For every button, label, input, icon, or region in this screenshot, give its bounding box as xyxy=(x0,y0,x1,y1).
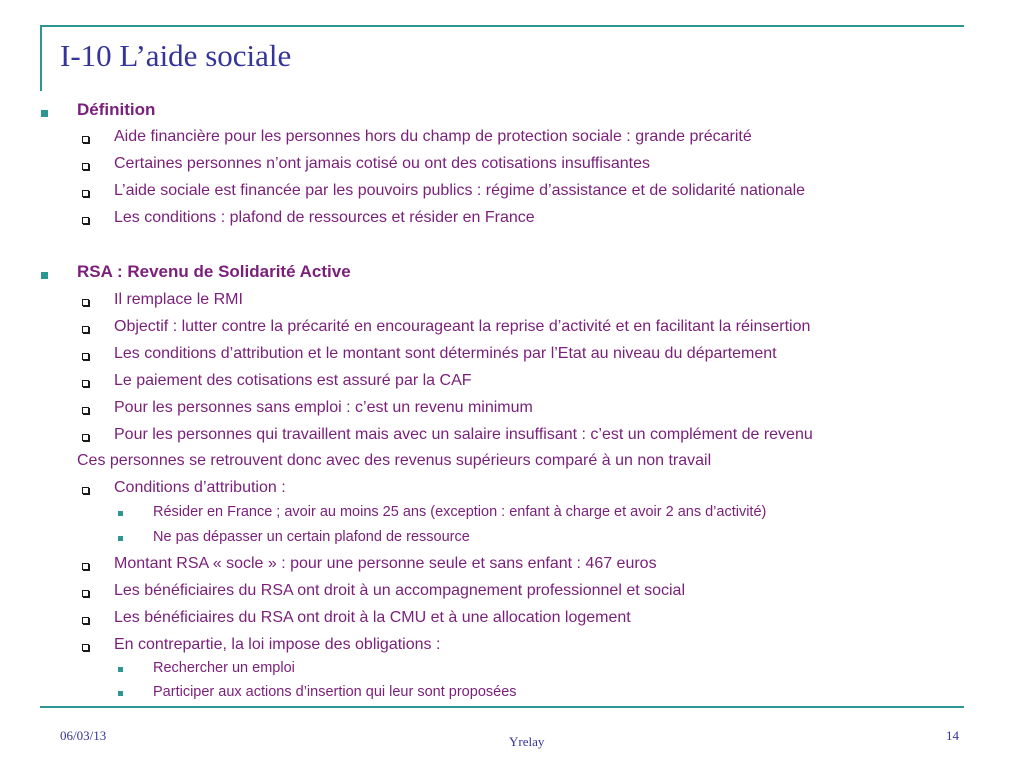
hollow-square-bullet-icon xyxy=(82,190,89,197)
hollow-square-bullet-icon xyxy=(82,644,89,651)
top-rule xyxy=(40,25,964,27)
hollow-square-bullet-icon xyxy=(82,407,89,414)
rsa-item: Objectif : lutter contre la précarité en encourageant la reprise d’activité et en facilitant la réinsertion xyxy=(114,318,811,335)
small-square-bullet-icon xyxy=(118,691,123,696)
rsa-item: Les conditions d’attribution et le montant sont déterminés par l’Etat au niveau du département xyxy=(114,345,777,362)
hollow-square-bullet-icon xyxy=(82,590,89,597)
hollow-square-bullet-icon xyxy=(82,617,89,624)
condition-subitem: Ne pas dépasser un certain plafond de ressource xyxy=(153,529,470,545)
footer-date: 06/03/13 xyxy=(60,728,107,743)
hollow-square-bullet-icon xyxy=(82,136,89,143)
bottom-rule xyxy=(40,706,964,708)
section-heading-rsa: RSA : Revenu de Solidarité Active xyxy=(77,262,351,281)
slide-title: I-10 L’aide sociale xyxy=(60,38,292,73)
condition-subitem: Résider en France ; avoir au moins 25 ans (exception : enfant à charge et avoir 2 ans d’activité) xyxy=(153,504,767,520)
hollow-square-bullet-icon xyxy=(82,434,89,441)
footer-author: Yrelay xyxy=(509,734,545,749)
rsa-item-after: Les bénéficiaires du RSA ont droit à la CMU et à une allocation logement xyxy=(114,609,631,626)
rsa-item: Le paiement des cotisations est assuré par la CAF xyxy=(114,372,472,389)
rsa-item: Il remplace le RMI xyxy=(114,291,243,308)
small-square-bullet-icon xyxy=(118,667,123,672)
square-bullet-icon xyxy=(41,110,48,117)
small-square-bullet-icon xyxy=(118,511,123,516)
hollow-square-bullet-icon xyxy=(82,563,89,570)
rsa-item-after: Les bénéficiaires du RSA ont droit à un accompagnement professionnel et social xyxy=(114,582,686,599)
obligations-label: En contrepartie, la loi impose des obligations : xyxy=(114,636,441,653)
section-heading-definition: Définition xyxy=(77,100,156,119)
hollow-square-bullet-icon xyxy=(82,380,89,387)
hollow-square-bullet-icon xyxy=(82,163,89,170)
rsa-item-after: Montant RSA « socle » : pour une personne seule et sans enfant : 467 euros xyxy=(114,555,657,572)
definition-item: Certaines personnes n’ont jamais cotisé ou ont des cotisations insuffisantes xyxy=(114,155,651,172)
footer-page-number: 14 xyxy=(946,728,959,743)
obligation-subitem: Participer aux actions d’insertion qui leur sont proposées xyxy=(153,684,517,700)
hollow-square-bullet-icon xyxy=(82,353,89,360)
rsa-item: Pour les personnes qui travaillent mais avec un salaire insuffisant : c’est un complément de revenu xyxy=(114,426,813,443)
hollow-square-bullet-icon xyxy=(82,326,89,333)
hollow-square-bullet-icon xyxy=(82,299,89,306)
left-rule xyxy=(40,25,42,91)
definition-item: Aide financière pour les personnes hors du champ de protection sociale : grande précarité xyxy=(114,128,752,145)
rsa-note: Ces personnes se retrouvent donc avec des revenus supérieurs comparé à un non travail xyxy=(77,452,712,469)
hollow-square-bullet-icon xyxy=(82,217,89,224)
rsa-item: Pour les personnes sans emploi : c’est un revenu minimum xyxy=(114,399,533,416)
definition-item: L’aide sociale est financée par les pouvoirs publics : régime d’assistance et de solidarité nationale xyxy=(114,182,806,199)
hollow-square-bullet-icon xyxy=(82,487,89,494)
conditions-label: Conditions d’attribution : xyxy=(114,479,286,496)
small-square-bullet-icon xyxy=(118,536,123,541)
definition-item: Les conditions : plafond de ressources et résider en France xyxy=(114,209,535,226)
obligation-subitem: Rechercher un emploi xyxy=(153,660,295,676)
square-bullet-icon xyxy=(41,272,48,279)
